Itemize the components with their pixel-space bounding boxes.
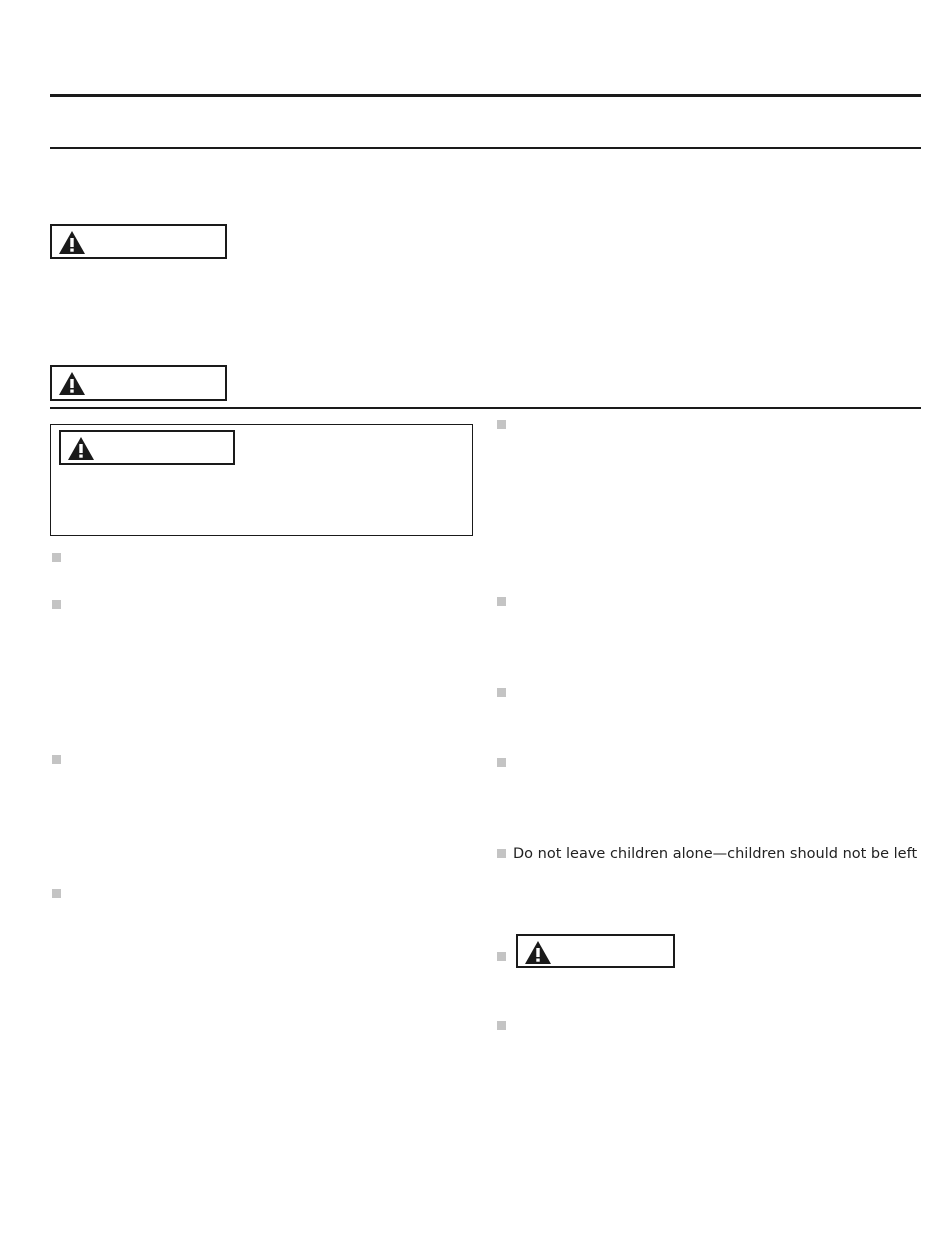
children-safety-text: Do not leave children alone—children should not be left: [513, 846, 918, 862]
warning-triangle-icon: [58, 371, 86, 396]
square-bullet-icon: [52, 553, 61, 562]
section-rule: [50, 407, 921, 409]
header-top-rule: [50, 94, 921, 97]
square-bullet-icon: [497, 849, 506, 858]
warning-label-box: [516, 934, 675, 968]
warning-triangle-icon: [58, 230, 86, 255]
warning-triangle-icon: [67, 436, 95, 461]
square-bullet-icon: [497, 688, 506, 697]
warning-label-box: [59, 430, 235, 465]
header-bottom-rule: [50, 147, 921, 149]
warning-label-box: [50, 224, 227, 259]
square-bullet-icon: [497, 952, 506, 961]
warning-label-box: [50, 365, 227, 401]
square-bullet-icon: [497, 1021, 506, 1030]
square-bullet-icon: [52, 755, 61, 764]
square-bullet-icon: [497, 758, 506, 767]
square-bullet-icon: [52, 600, 61, 609]
square-bullet-icon: [497, 420, 506, 429]
warning-triangle-icon: [524, 940, 552, 965]
square-bullet-icon: [497, 597, 506, 606]
square-bullet-icon: [52, 889, 61, 898]
